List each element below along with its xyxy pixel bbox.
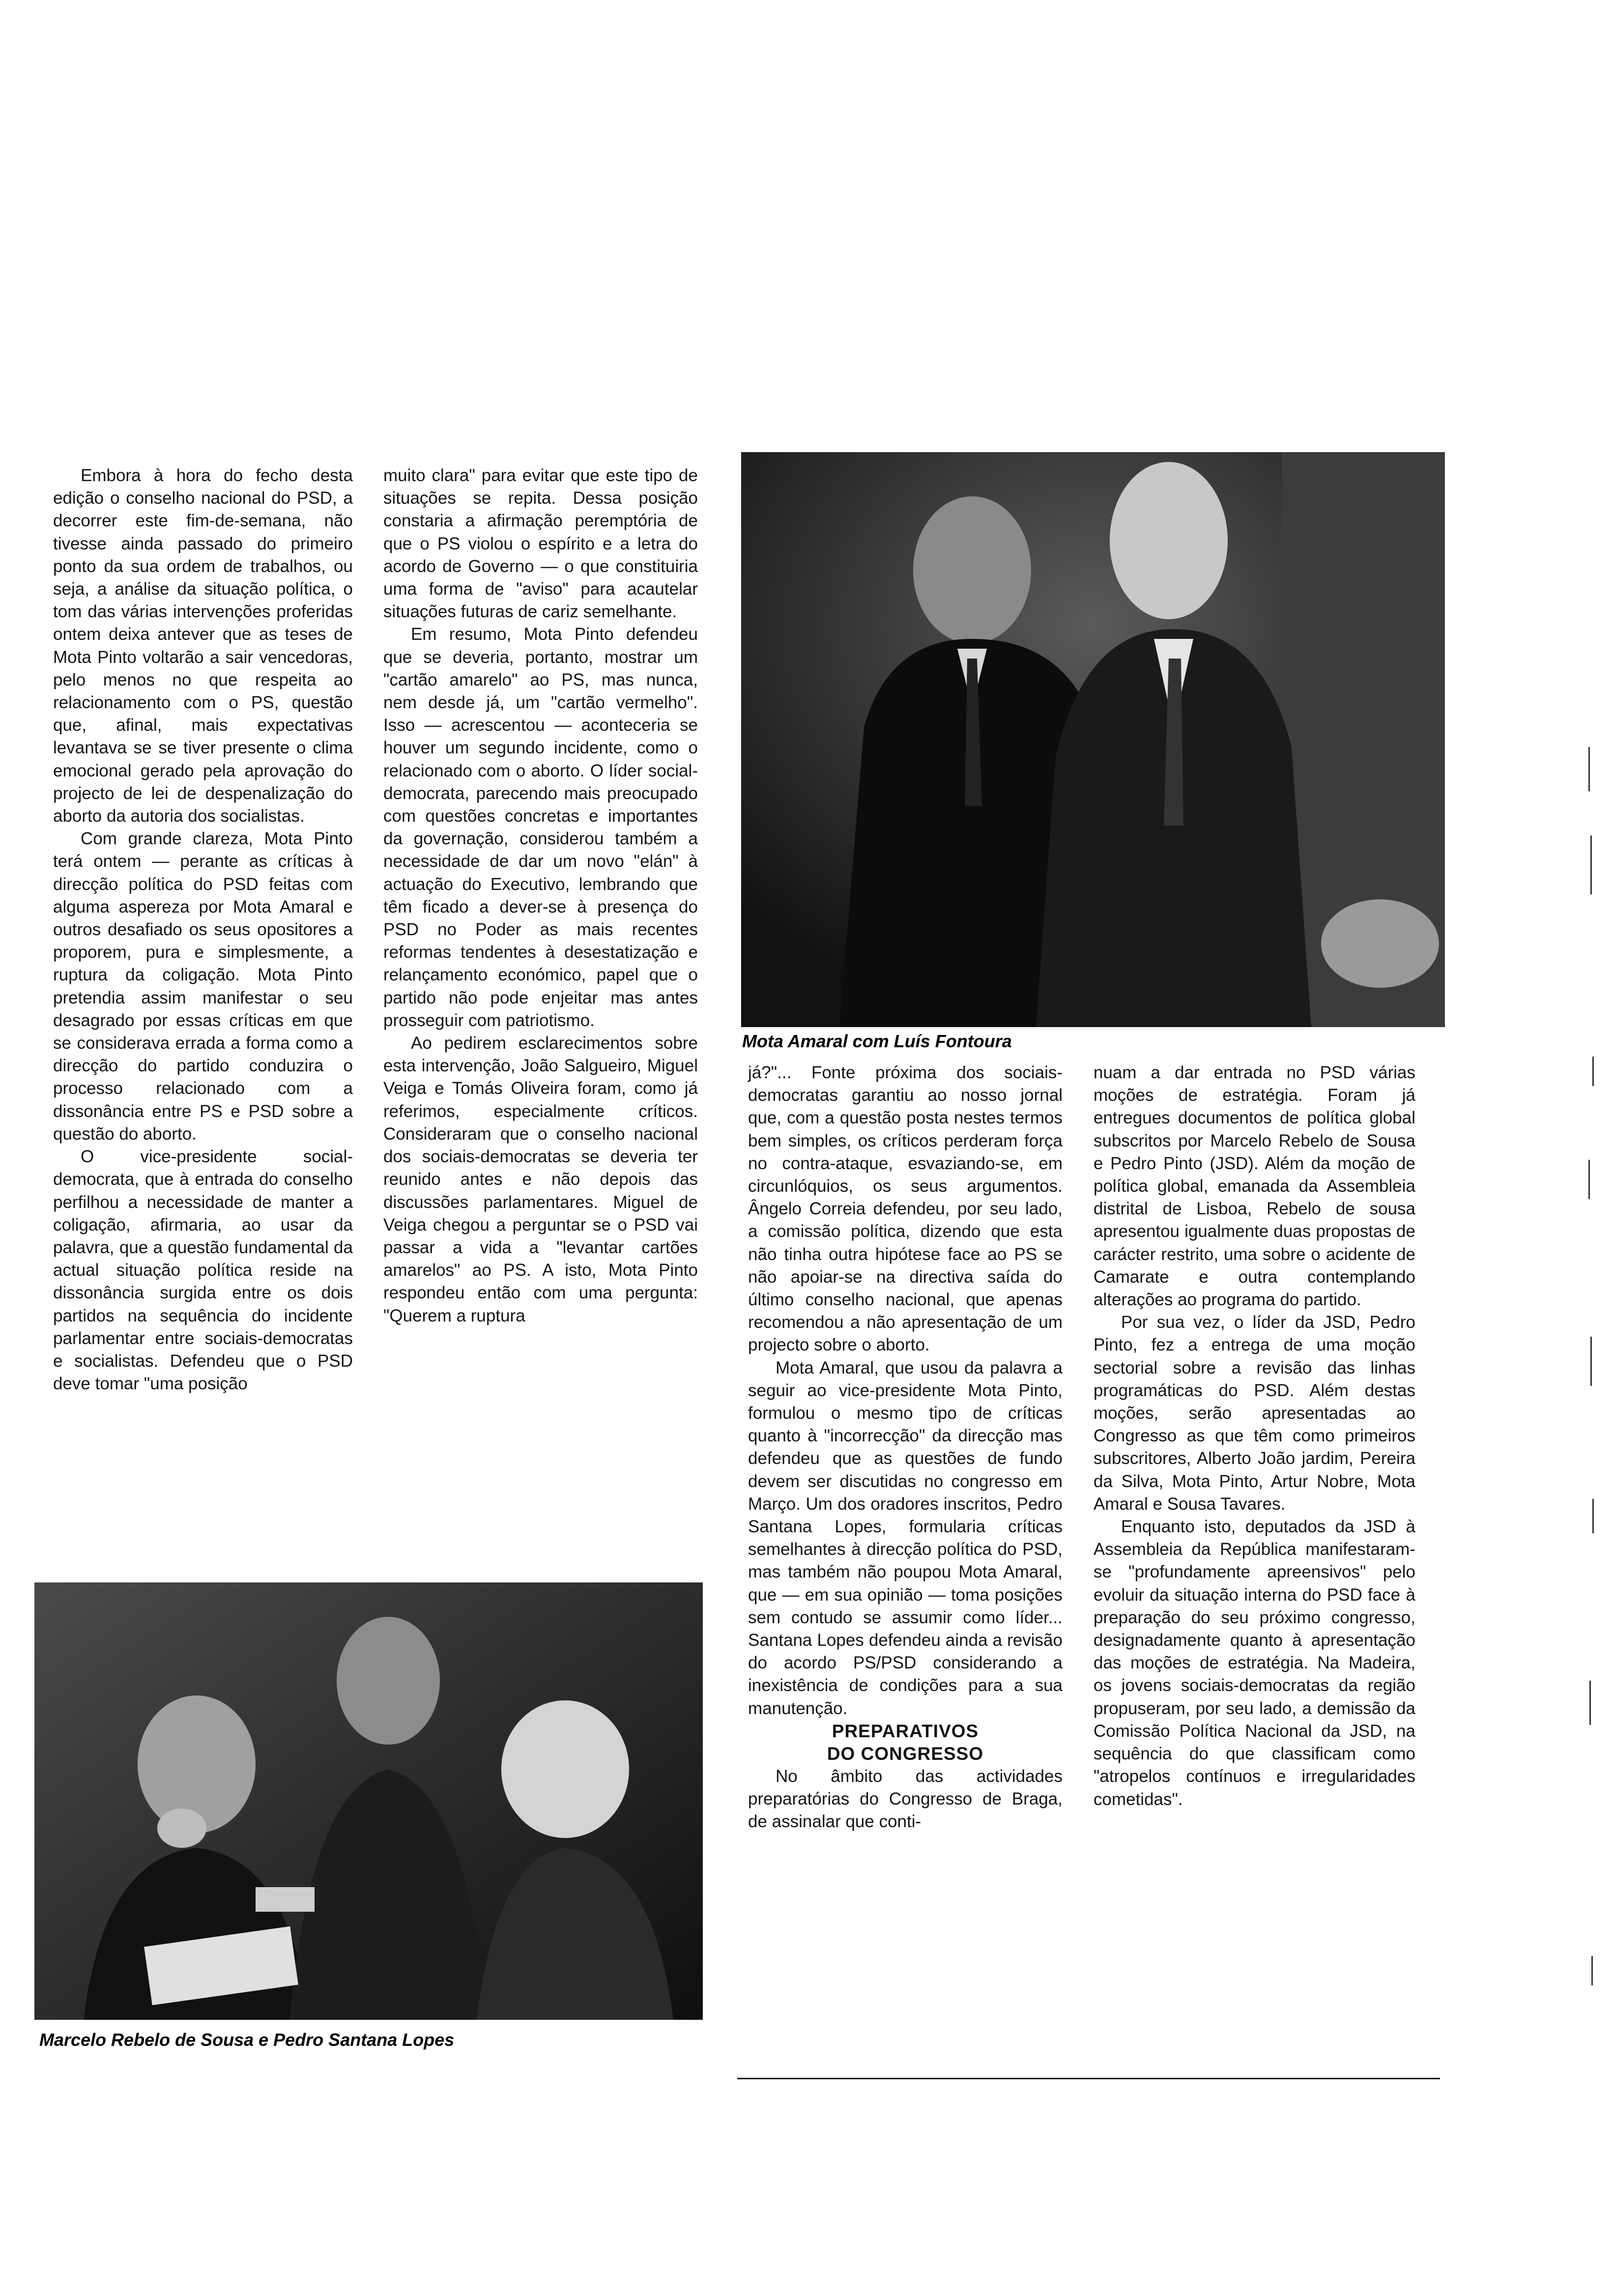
paragraph: No âmbito das actividades preparatórias do Congresso de Braga, de assinalar que conti- [748, 1766, 1063, 1832]
section-heading [748, 1720, 1063, 1765]
paragraph: Com grande clareza, Mota Pinto terá ontem — perante as críticas à direcção política do PSD feitas com alguma aspereza por Mota Amaral e outros desafiado os seus opositores a proporem, pura e simplesmente, a ruptura da coligação. Mota Pinto pretendia assim manifestar o seu desagrado por essas críticas em que se considerava errada a forma como a direcção do partido conduzira o processo relacionado com a dissonância entre PS e PSD sobre a questão do aborto. [53, 829, 353, 1144]
article-column-1 [53, 464, 353, 1395]
photo-caption: Marcelo Rebelo de Sousa e Pedro Santana Lopes [39, 2030, 455, 2050]
scan-mark [1588, 1160, 1590, 1199]
paragraph: Mota Amaral, que usou da palavra a seguir ao vice-presidente Mota Pinto, formulou o mesmo tipo de críticas quanto à "incorrecção" da direcção mas defendeu que as questões de fundo devem ser discutidas no congresso em Março. Um dos oradores inscritos, Pedro Santana Lopes, formularia críticas semelhantes à direcção política do PSD, mas também não poupou Mota Amaral, que — em sua opinião — toma posições sem contudo se assumir como líder... Santana Lopes defendeu ainda a revisão do acordo PS/PSD considerando a inexistência de condições para a sua manutenção. [748, 1358, 1063, 1718]
photo-illustration [34, 1582, 703, 2020]
scan-mark [1592, 1057, 1594, 1086]
paragraph: Embora à hora do fecho desta edição o conselho nacional do PSD, a decorrer este fim-de-semana, não tivesse ainda passado do primeiro ponto da sua ordem de trabalhos, ou seja, a análise da situação política, o tom das várias intervenções proferidas ontem deixa antever que as teses de Mota Pinto voltarão a sair vencedoras, pelo menos no que respeita ao relacionamento com o PS, questão que, afinal, mais expectativas levantava se se tiver presente o clima emocional gerado pela aprovação do projecto de lei de despenalização do aborto da autoria dos socialistas. [53, 466, 353, 826]
article-column-4 [1094, 1062, 1415, 1811]
scan-mark [1588, 747, 1590, 791]
heading-line: PREPARATIVOS [832, 1721, 979, 1741]
photo-illustration [741, 452, 1445, 1027]
scan-mark [1590, 835, 1592, 894]
paragraph: Em resumo, Mota Pinto defendeu que se deveria, portanto, mostrar um "cartão amarelo" ao PS, mas nunca, nem desde já, um "cartão vermelho". Isso — acrescentou — aconteceria se houver um segundo incidente, como o relacionado com o aborto. O líder social-democrata, parecendo mais preocupado com questões concretas e importantes da governação, considerou também a necessidade de dar um novo "elán" à actuação do Executivo, lembrando que têm ficado a dever-se à presença do PSD no Poder as mais recentes reformas tendentes à desestatização e relançamento económico, papel que o partido não pode enjeitar mas antes prosseguir com patriotismo. [383, 625, 698, 1030]
scan-mark [1591, 1956, 1593, 1985]
paragraph: Por sua vez, o líder da JSD, Pedro Pinto, fez a entrega de uma moção sectorial sobre a revisão das linhas programáticas do PSD. Além destas moções, serão apresentadas ao Congresso as que têm como primeiros subscritores, Alberto João jardim, Pereira da Silva, Mota Pinto, Artur Nobre, Mota Amaral e Sousa Tavares. [1094, 1313, 1415, 1514]
paragraph: Ao pedirem esclarecimentos sobre esta intervenção, João Salgueiro, Miguel Veiga e Tomás Oliveira foram, como já referimos, especialmente críticos. Consideraram que o conselho nacional dos sociais-democratas se deveria ter reunido antes e não depois das discussões parlamentares. Miguel de Veiga chegou a perguntar se o PSD vai passar a vida a "levantar cartões amarelos" ao PS. A isto, Mota Pinto respondeu então com uma pergunta: "Querem a ruptura [383, 1033, 698, 1325]
photo-marcelo-santana-lopes [34, 1582, 703, 2020]
paragraph: já?"... Fonte próxima dos sociais-democratas garantiu ao nosso jornal que, com a questão posta nestes termos bem simples, os críticos perderam força no contra-ataque, esvaziando-se, em circunlóquios, os seus argumentos. Ângelo Correia defendeu, por seu lado, a comissão política, dizendo que esta não tinha outra hipótese face ao PS se não apoiar-se na directiva saída do último conselho nacional, que apenas recomendou a não apresentação de um projecto sobre o aborto. [748, 1063, 1063, 1355]
photo-caption: Mota Amaral com Luís Fontoura [742, 1031, 1012, 1051]
article-column-3 [748, 1062, 1063, 1834]
paragraph: Enquanto isto, deputados da JSD à Assembleia da República manifestaram-se "profundamente apreensivos" pelo evoluir da situação interna do PSD face à preparação do seu próximo congresso, designadamente quanto à apresentação das moções de estratégia. Na Madeira, os jovens sociais-democratas da região propuseram, por seu lado, a demissão da Comissão Política Nacional da JSD, na sequência do que classificam como "atropelos contínuos e irregularidades cometidas". [1094, 1517, 1415, 1809]
column-divider [737, 2078, 1440, 2079]
scan-mark [1592, 1499, 1594, 1533]
scan-mark [1590, 1337, 1592, 1386]
article-column-2 [383, 464, 698, 1327]
paragraph: nuam a dar entrada no PSD várias moções de estratégia. Foram já entregues documentos de política global subscritos por Marcelo Rebelo de Sousa e Pedro Pinto (JSD). Além da moção de política global, emanada da Assembleia distrital de Lisboa, Rebelo de sousa apresentou igualmente duas propostas de carácter restrito, uma sobre o acidente de Camarate e outra contemplando alterações ao programa do partido. [1094, 1063, 1415, 1310]
paragraph: O vice-presidente social-democrata, que à entrada do conselho perfilhou a necessidade de manter a coligação, afirmaria, ao usar da palavra, que a questão fundamental da actual situação política reside na dissonância surgida entre os dois partidos na sequência do incidente parlamentar entre sociais-democratas e socialistas. Defendeu que o PSD deve tomar "uma posição [53, 1147, 353, 1394]
photo-mota-amaral-luis-fontoura [741, 452, 1445, 1027]
heading-line: DO CONGRESSO [827, 1743, 984, 1764]
scan-mark [1589, 1681, 1591, 1725]
paragraph: muito clara" para evitar que este tipo de situações se repita. Dessa posição constaria a afirmação peremptória de que o PS violou o espírito e a letra do acordo de Governo — o que constituiria uma forma de "aviso" para acautelar situações futuras de cariz semelhante. [383, 466, 698, 622]
